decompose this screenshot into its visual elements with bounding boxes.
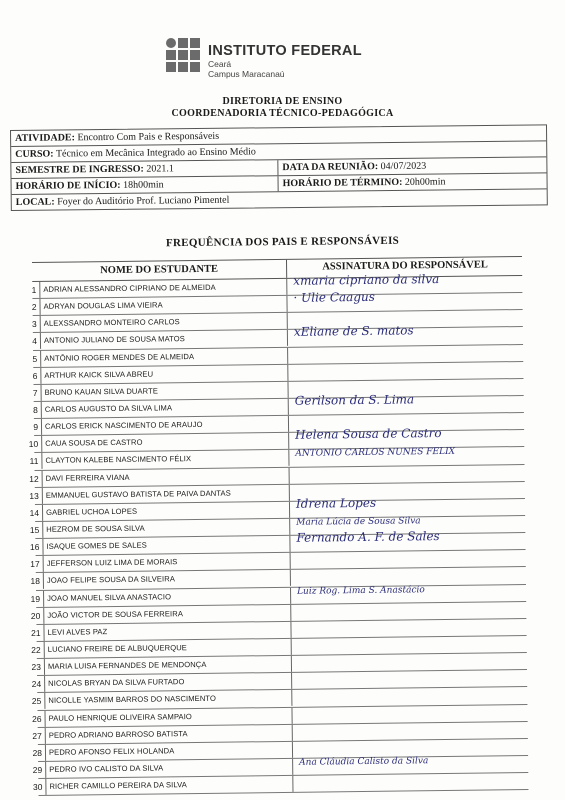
signature-cell (289, 529, 526, 552)
guardian-signature: Helena Sousa de Castro (295, 426, 442, 443)
student-name: LEVI ALVES PAZ (47, 626, 108, 637)
signature-cell (291, 704, 528, 723)
signature-cell (287, 345, 524, 364)
row-number: 18 (26, 573, 44, 589)
start-time-label: HORÁRIO DE INÍCIO: (15, 179, 121, 192)
course-label: CURSO: (15, 148, 54, 160)
student-name: EMMANUEL GUSTAVO BATISTA DE PAIVA DANTAS (45, 488, 231, 500)
directorate-title: DIRETORIA DE ENSINO (222, 96, 343, 107)
meeting-date-label: DATA DA REUNIÃO: (282, 161, 379, 174)
signature-cell (291, 653, 528, 672)
row-number: 6 (23, 368, 41, 384)
signature-cell (292, 722, 529, 741)
row-number: 21 (26, 625, 44, 641)
guardian-signature: xEliane de S. matos (293, 323, 414, 340)
activity-label: ATIVIDADE: (15, 132, 75, 144)
signature-cell (290, 567, 527, 586)
student-name: JOAO FELIPE SOUSA DA SILVEIRA (46, 574, 176, 586)
row-number: 20 (26, 608, 44, 624)
signature-cell (286, 289, 523, 312)
location-label: LOCAL: (15, 196, 55, 208)
signature-cell (292, 739, 529, 758)
course-value: Técnico em Mecânica Integrado ao Ensino Médio (55, 146, 256, 160)
meeting-date-value: 04/07/2023 (380, 160, 427, 173)
signature-cell (292, 773, 529, 792)
student-name: GABRIEL UCHOA LOPES (46, 506, 138, 517)
row-number: 17 (26, 556, 44, 572)
student-name: ANTONIO JULIANO DE SOUSA MATOS (43, 334, 185, 346)
activity-value: Encontro Com Pais e Responsáveis (77, 130, 220, 144)
semester-cell (15, 161, 174, 178)
student-name: NICOLAS BRYAN DA SILVA FURTADO (48, 677, 185, 689)
row-number: 10 (24, 436, 42, 452)
student-name: CAUA SOUSA DE CASTRO (45, 437, 143, 449)
row-number: 2 (22, 299, 40, 315)
signature-cell (287, 323, 524, 346)
student-name: PAULO HENRIQUE OLIVEIRA SAMPAIO (48, 711, 192, 723)
row-number: 29 (28, 762, 46, 778)
row-number: 7 (24, 385, 42, 401)
guardian-signature: ANTONIO CARLOS NUNES FELIX (295, 447, 456, 460)
student-name: CARLOS AUGUSTO DA SILVA LIMA (44, 403, 173, 414)
end-time-value: 20h00min (404, 176, 446, 188)
student-name: DAVI FERREIRA VIANA (45, 472, 130, 483)
start-time-cell (16, 177, 164, 194)
start-time-value: 18h00min (123, 179, 164, 191)
student-name: HEZROM DE SOUSA SILVA (46, 523, 145, 534)
signature-cell (289, 465, 526, 484)
row-number: 8 (24, 402, 42, 418)
signature-cell (288, 392, 525, 415)
student-name: ADRIAN ALESSANDRO CIPRIANO DE ALMEIDA (43, 282, 216, 294)
student-name: CARLOS ERICK NASCIMENTO DE ARAUJO (44, 420, 203, 431)
row-number: 15 (25, 522, 43, 538)
row-number: 28 (28, 745, 46, 761)
student-name: ALEXSSANDRO MONTEIRO CARLOS (43, 317, 180, 329)
signature-cell (288, 447, 525, 466)
attendance-table (28, 256, 528, 796)
signature-header: ASSINATURA DO RESPONSÁVEL (286, 257, 523, 278)
student-name: ISAQUE GOMES DE SALES (46, 540, 147, 551)
student-name: BRUNO KAUAN SILVA DUARTE (44, 386, 159, 397)
signature-cell (290, 585, 527, 604)
meeting-info-box (10, 124, 548, 211)
guardian-signature: Idrena Lopes (295, 495, 377, 511)
row-number: 30 (28, 779, 46, 795)
signature-cell (287, 362, 524, 381)
row-number: 14 (25, 505, 43, 521)
end-time-cell (277, 174, 445, 191)
guardian-signature: Gerilson da S. Lima (294, 392, 415, 408)
signature-cell (289, 495, 526, 518)
row-number: 3 (23, 316, 41, 332)
row-number: 26 (27, 710, 45, 726)
signature-cell (291, 687, 528, 706)
student-name: PEDRO IVO CALISTO DA SILVA (49, 763, 164, 774)
semester-value: 2021.1 (146, 163, 174, 175)
signature-cell (288, 426, 525, 449)
student-name: NICOLLE YASMIM BARROS DO NASCIMENTO (48, 694, 217, 706)
guardian-signature: Ana Cláudia Calisto da Silva (299, 756, 429, 768)
row-number: 24 (27, 676, 45, 692)
location-value: Foyer do Auditório Prof. Luciano Pimentel (57, 194, 230, 208)
student-name: PEDRO ADRIANO BARROSO BATISTA (48, 728, 188, 740)
student-name: ADRYAN DOUGLAS LIMA VIEIRA (43, 300, 163, 312)
signature-cell (290, 602, 527, 621)
guardian-signature: · Ulie Caagus (293, 289, 375, 305)
guardian-signature: Fernando A. F. de Sales (296, 529, 440, 545)
row-number: 25 (27, 693, 45, 709)
row-number: 13 (25, 488, 43, 504)
guardian-signature: xmaria cipriano da silva (293, 272, 440, 288)
student-name: MARIA LUISA FERNANDES DE MENDONÇA (47, 659, 207, 671)
institution-state: Ceará (208, 59, 232, 69)
end-time-label: HORÁRIO DE TÉRMINO: (282, 176, 403, 190)
row-number: 19 (26, 590, 44, 606)
signature-cell (292, 756, 529, 775)
row-number: 27 (28, 728, 46, 744)
signature-cell (291, 670, 528, 689)
institution-name: INSTITUTO FEDERAL (208, 43, 362, 59)
attendance-title: FREQUÊNCIA DOS PAIS E RESPONSÁVEIS (165, 234, 400, 250)
row-number: 23 (27, 659, 45, 675)
signature-cell (290, 619, 527, 638)
student-name: RICHER CAMILLO PEREIRA DA SILVA (49, 780, 187, 791)
student-name: PEDRO AFONSO FELIX HOLANDA (48, 746, 175, 757)
row-number: 16 (25, 539, 43, 555)
semester-label: SEMESTRE DE INGRESSO: (15, 163, 144, 176)
student-name: JOAO MANUEL SILVA ANASTACIO (47, 591, 172, 603)
student-name: ARTHUR KAICK SILVA ABREU (44, 369, 154, 380)
student-name: LUCIANO FREIRE DE ALBUQUERQUE (47, 643, 187, 654)
row-number: 22 (27, 642, 45, 658)
row-number: 9 (24, 419, 42, 435)
guardian-signature: Luiz Rog. Lima S. Anastácio (296, 584, 425, 597)
student-name: ANTÔNIO ROGER MENDES DE ALMEIDA (44, 351, 195, 363)
student-name: JOÃO VICTOR DE SOUSA FERREIRA (47, 608, 184, 620)
meeting-date-cell (277, 159, 426, 176)
institute-logo-icon (166, 38, 202, 80)
student-name: CLAYTON KALEBE NASCIMENTO FÉLIX (45, 454, 192, 466)
student-name-header: NOME DO ESTUDANTE (100, 263, 219, 277)
signature-cell (291, 636, 528, 655)
row-number: 12 (25, 470, 43, 486)
institution-campus: Campus Maracanaú (208, 69, 285, 79)
coordination-title: COORDENADORIA TÉCNICO-PEDAGÓGICA (171, 108, 394, 119)
student-name: JEFFERSON LUIZ LIMA DE MORAIS (46, 557, 178, 569)
row-number: 5 (23, 350, 41, 366)
row-number: 4 (23, 333, 41, 349)
row-number: 11 (24, 453, 42, 469)
row-number: 1 (22, 282, 40, 298)
signature-cell (290, 550, 527, 569)
guardian-signature: Maria Lúcia de Sousa Silva (296, 516, 421, 528)
institution-block (208, 43, 362, 79)
